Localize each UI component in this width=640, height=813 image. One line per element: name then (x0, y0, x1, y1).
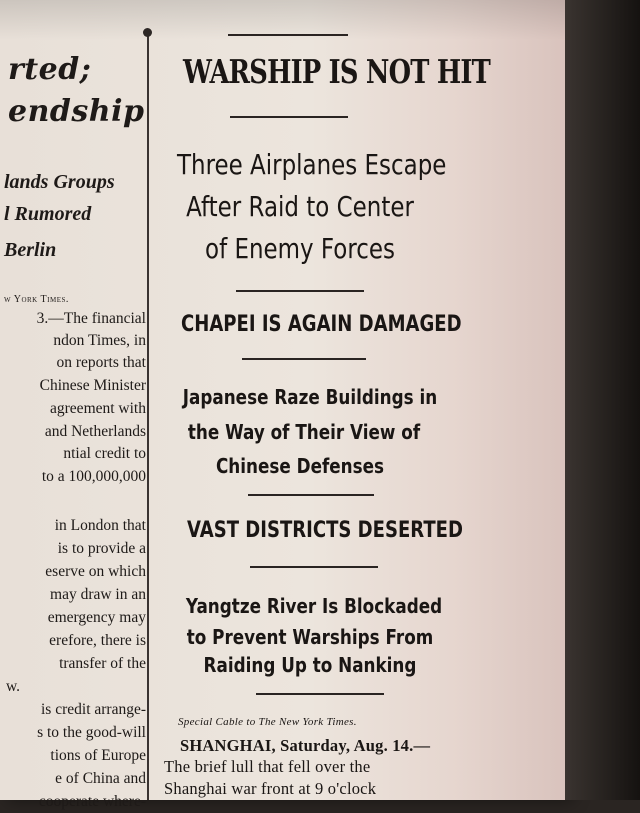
left-body-line: on reports that (56, 354, 146, 371)
deck3-line-3: Raiding Up to Nanking (203, 653, 417, 677)
rule (250, 566, 378, 568)
left-body-line: ndon Times, in (53, 332, 146, 349)
rule (242, 358, 366, 360)
background-edge (565, 0, 640, 800)
left-headline-line-2: endship (8, 94, 145, 129)
left-body-line: Chinese Minister (39, 377, 146, 394)
special-cable-credit: Special Cable to The New York Times. (178, 716, 357, 728)
main-column (150, 0, 491, 800)
deck-line-2: After Raid to Center (186, 190, 414, 223)
deck2-line-3: Chinese Defenses (215, 454, 385, 478)
left-body-line: emergency may (47, 609, 146, 626)
deck2-line-2: the Way of Their View of (187, 420, 421, 444)
deck3-line-2: to Prevent Warships From (186, 625, 434, 649)
left-subhead-line-1: lands Groups (4, 171, 115, 193)
left-body-line: 3.—The financial (36, 310, 146, 327)
deck2-line-1: Japanese Raze Buildings in (182, 385, 438, 409)
left-body-line: eserve on which (45, 563, 146, 580)
left-body-line: s to the good-will (37, 724, 146, 741)
left-dateline: w York Times. (4, 294, 69, 305)
body-line: The brief lull that fell over the (164, 757, 371, 776)
left-body-line: tions of Europe (50, 747, 146, 764)
left-body-line: e of China and (55, 770, 146, 787)
left-body-line: ntial credit to (63, 445, 146, 462)
left-body-line: is to provide a (57, 540, 146, 557)
left-body-line: in London that (54, 517, 146, 534)
column-rule (147, 30, 149, 800)
left-body-line: may draw in an (50, 586, 146, 603)
left-headline-line-1: rted; (8, 52, 92, 87)
rule (230, 116, 348, 118)
subhead-chapei: CHAPEI IS AGAIN DAMAGED (181, 312, 462, 337)
left-body-line: cooperate where- (38, 793, 146, 810)
left-subhead-line-2: l Rumored (4, 203, 92, 225)
left-body-line: and Netherlands (44, 423, 146, 440)
body-line: Shanghai war front at 9 o'clock (164, 779, 377, 798)
rule (256, 693, 384, 695)
deck-line-3: of Enemy Forces (205, 232, 395, 265)
left-body-line: is credit arrange- (41, 701, 146, 718)
body-line-dateline: SHANGHAI, Saturday, Aug. 14.— (180, 736, 431, 755)
left-subhead-line-3: Berlin (4, 239, 57, 261)
deck3-line-1: Yangtze River Is Blockaded (185, 594, 443, 618)
left-column (0, 0, 150, 810)
rule (248, 494, 374, 496)
left-body-line: erefore, there is (49, 632, 146, 649)
column-rule-dot (143, 28, 152, 37)
deck-line-1: Three Airplanes Escape (177, 148, 447, 181)
left-body-line: to a 100,000,000 (41, 468, 146, 485)
left-body-line: transfer of the (59, 655, 146, 672)
top-rule (228, 34, 348, 36)
subhead-vast-districts: VAST DISTRICTS DESERTED (187, 518, 463, 543)
main-headline: WARSHIP IS NOT HIT (183, 52, 491, 91)
left-body-line: agreement with (50, 400, 146, 417)
rule (236, 290, 364, 292)
left-body-line: w. (6, 678, 21, 695)
